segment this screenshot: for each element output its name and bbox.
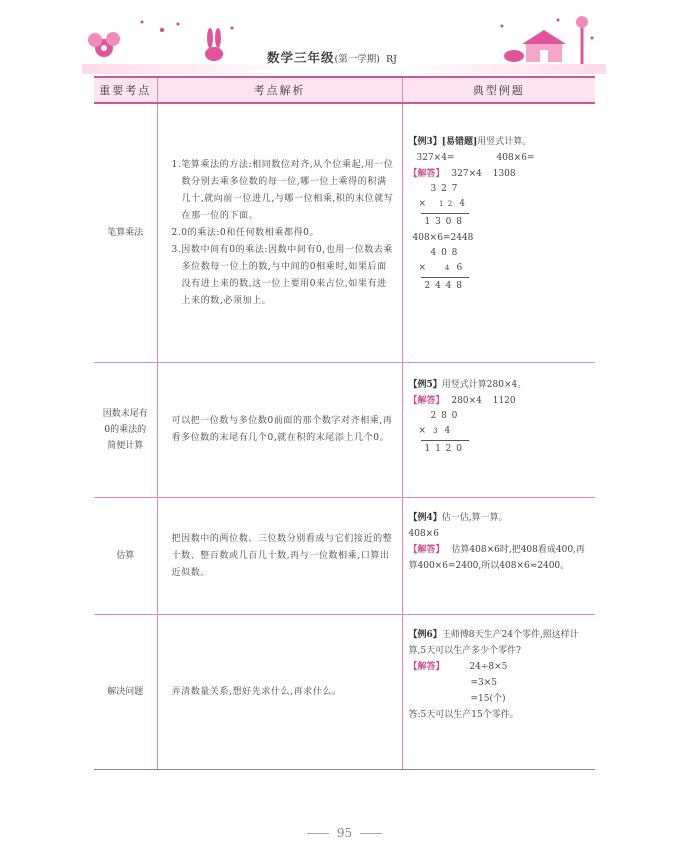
topic-cell: 估算 [94,498,157,615]
example-label: 【例5】 [408,380,442,390]
footer-dash-right [360,833,382,834]
example-question-text: 王师傅8天生产24个零件,照这样计算,5天可以生产多少个零件? [408,630,579,656]
topic-cell: 解决问题 [94,615,157,770]
answer-line [409,166,590,182]
answer-value: 1308 [492,169,516,179]
analysis-cell [157,615,402,770]
analysis-point: 3.因数中间有0的乘法:因数中间有0,也用一位数去乘多位数每一位上的数,与中间的0相乘时,如果后面没有进上来的数,这一位上要用0来占位,如果有进上来的数,必须加上。 [171,244,394,306]
example-cell [402,498,595,615]
analysis-cell [157,103,402,363]
vertical-calc [419,409,590,457]
header-title-edition: RJ [385,54,397,65]
analysis-cell [157,363,402,498]
example-label: 【例3】 [408,137,442,147]
header-title [267,48,467,66]
calc-rule [421,277,469,278]
calc-result: 2 4 4 8 [424,281,463,291]
calc-rule [421,213,469,214]
calc-rule [421,440,469,441]
header-title-main: 数学三年级 [267,50,335,65]
example-line: 408×6=2448 [412,233,474,243]
calc-top: 3 2 7 [430,184,459,194]
vertical-calc [419,246,590,294]
calc-mult: × 1 2 4 [418,199,466,209]
calc-mult: × 3 4 [418,426,452,436]
solution-step: 24÷8×5 [469,662,508,672]
example-question-text: 用竖式计算。 [477,137,532,147]
example-question [409,510,590,526]
example-exprs [409,150,590,166]
example-cell [402,363,595,498]
example-question [409,134,590,150]
page-number: 95 [336,826,353,840]
table-row [94,615,595,770]
column-header-examples: 典型例题 [402,77,595,103]
answer-value: 327×4 [451,169,482,179]
table-row [94,103,595,363]
example-question-text: 估一估,算一算。 [441,513,508,523]
solution-step: =15(个) [470,694,506,704]
analysis-point: 2.0的乘法:0和任何数相乘都得0。 [171,227,320,238]
column-header-topic: 重要考点 [94,77,157,103]
calc-top: 2 8 0 [430,411,459,421]
answer-line [409,659,590,675]
house-icon [504,16,588,64]
example-expr: 408×6 [408,529,439,539]
calc-result: 1 3 0 8 [424,217,463,227]
table-row [94,498,595,615]
example-label: 【例6】 [408,630,442,640]
analysis-point: 可以把一位数与多位数0前面的那个数字对齐相乘,再看多位数的末尾有几个0,就在积的末尾添上几个0。 [171,416,393,443]
example-cell [402,103,595,363]
answer-value: 280×4 [451,396,482,406]
column-header-analysis: 考点解析 [157,77,402,103]
example-question [409,377,590,393]
expr: 327×4= [416,153,455,163]
table-row [94,363,595,498]
footer-dash-left [307,833,329,834]
analysis-point: 把因数中的两位数、三位数分别看成与它们接近的整十数、整百数或几百几十数,再与一位数相乘,口算出近似数。 [171,533,393,578]
analysis-cell [157,498,402,615]
answer-label: 【解答】 [408,662,445,672]
answer-label: 【解答】 [408,396,445,406]
answer-label: 【解答】 [408,169,445,179]
page-header [82,8,606,76]
vertical-calc [419,182,590,230]
calc-top: 4 0 8 [430,248,459,258]
answer-line [409,393,590,409]
example-question [409,627,590,659]
solution-conclusion: 答:5天可以生产15个零件。 [408,710,519,720]
answer-text: 估算408×6时,把408看成400,再算400×6=2400,所以408×6≈2400。 [408,545,585,571]
header-title-term: (第一学期) [334,54,380,65]
analysis-point: 1.笔算乘法的方法:相同数位对齐,从个位乘起,用一位数分别去乘多位数的每一位,哪一位上乘得的积满几十,就向前一位进几,与哪一位相乘,积的末位就写在那一位的下面。 [171,159,394,221]
page-footer [0,826,689,840]
expr: 408×6= [496,153,535,163]
analysis-point: 弄清数量关系,想好先求什么,再求什么。 [171,686,342,697]
example-label: 【例4】 [408,513,442,523]
example-tag: [易错题] [441,137,478,147]
table-header-row [94,77,595,103]
solution-step: =3×5 [470,678,498,688]
calc-result: 1 1 2 0 [424,444,463,454]
answer-value: 1120 [492,396,516,406]
topic-cell: 笔算乘法 [94,103,157,363]
bunny-icon [205,28,223,61]
answer-label: 【解答】 [408,545,445,555]
topic-cell: 因数末尾有0的乘法的简便计算 [94,363,157,498]
flower-icon [88,32,120,57]
answer-line [409,542,590,574]
knowledge-table [94,76,595,770]
example-question-text: 用竖式计算280×4。 [441,380,527,390]
calc-mult: × 4 6 [418,263,464,273]
example-cell [402,615,595,770]
